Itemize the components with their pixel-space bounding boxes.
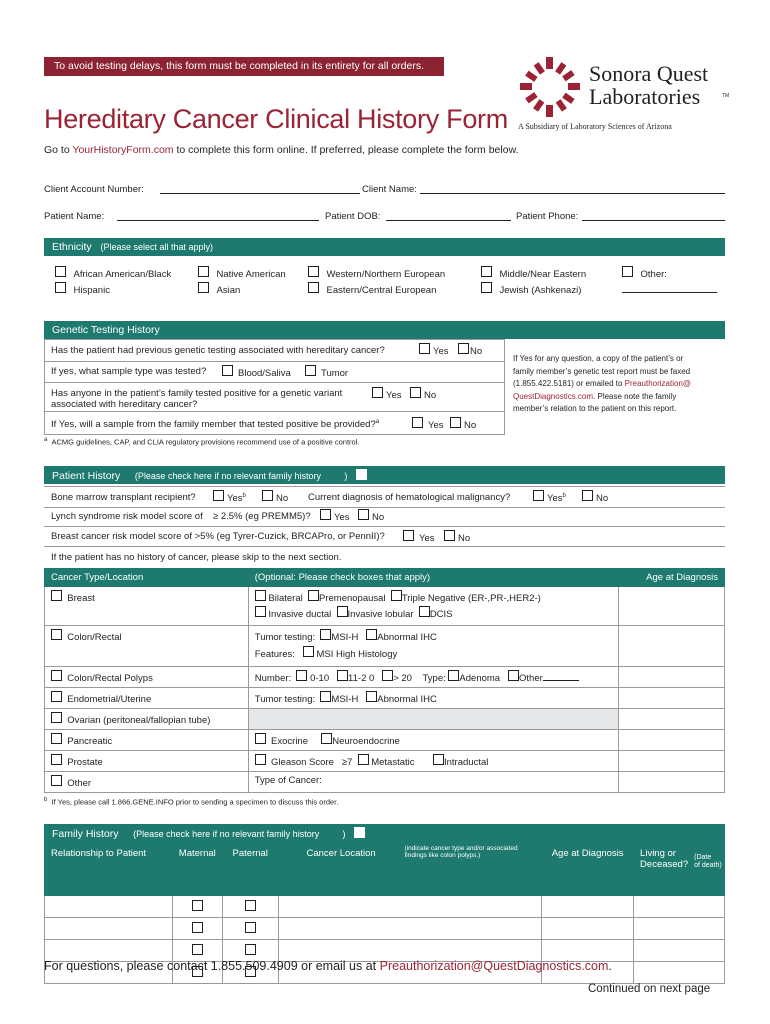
- order-banner: To avoid testing delays, this form must be completed in its entirety for all orders.: [44, 57, 444, 76]
- cancer-row-colon[interactable]: Colon/Rectal: [45, 626, 249, 667]
- pancreatic-options: Exocrine Neuroendocrine: [248, 730, 618, 751]
- genetic-q4: If Yes, will a sample from the family member that tested positive be provided?$^a$: [51, 419, 380, 431]
- cancer-row-polyps[interactable]: Colon/Rectal Polyps: [45, 667, 249, 688]
- lynch-no[interactable]: No: [358, 509, 384, 523]
- col-maternal: Maternal: [172, 844, 222, 876]
- logo-name: Sonora Quest Laboratories: [589, 61, 709, 109]
- other-options[interactable]: Type of Cancer:: [248, 772, 618, 793]
- sonora-quest-logo-icon: [518, 55, 582, 119]
- bmt-question: Bone marrow transplant recipient?: [51, 492, 196, 503]
- genetic-footnote: $^a$ ACMG guidelines, CAP, and CLIA regulatory provisions recommend use of a positive control.: [44, 437, 360, 447]
- client-account-label: Client Account Number:: [44, 184, 144, 195]
- breast-options: Bilateral Premenopausal Triple Negative (ER-,PR-,HER2-) Invasive ductal Invasive lobular DCIS: [248, 587, 618, 626]
- cancer-row-pancreatic[interactable]: Pancreatic: [45, 730, 249, 751]
- patient-phone-field[interactable]: [582, 220, 725, 221]
- col-age-diagnosis: Age at Diagnosis: [542, 844, 634, 876]
- genetic-q3-no[interactable]: No: [410, 387, 436, 401]
- patient-dob-label: Patient DOB:: [325, 211, 381, 222]
- genetic-q1-no[interactable]: No: [458, 343, 482, 357]
- genetic-q2: If yes, what sample type was tested?: [51, 366, 207, 377]
- col-date-note: (Date of death): [694, 854, 722, 869]
- col-cancer-location: Cancer Location: [278, 844, 404, 876]
- continued-note: Continued on next page: [588, 983, 711, 995]
- patient-phone-label: Patient Phone:: [516, 211, 579, 222]
- col-age: Age at Diagnosis: [619, 569, 725, 587]
- divider: [44, 546, 725, 547]
- breast-risk-no[interactable]: No: [444, 530, 470, 544]
- divider: [44, 486, 725, 487]
- colon-options: Tumor testing: MSI-H Abnormal IHC Features: MSI High Histology: [248, 626, 618, 667]
- ethnicity-option[interactable]: Western/Northern European: [308, 266, 445, 280]
- genetic-q4-no[interactable]: No: [450, 417, 476, 431]
- preauth-email-link[interactable]: Preauthorization@QuestDiagnostics.com: [379, 959, 609, 973]
- ethnicity-option[interactable]: Middle/Near Eastern: [481, 266, 586, 280]
- heme-yes[interactable]: Yes$^b$: [533, 490, 566, 504]
- cancer-table: [44, 568, 725, 793]
- heme-question: Current diagnosis of hematological malignancy?: [308, 492, 511, 503]
- intro-text: Go to YourHistoryForm.com to complete this form online. If preferred, please complete the form below.: [44, 144, 519, 156]
- age-polyps[interactable]: [619, 667, 725, 688]
- col-relationship: Relationship to Patient: [45, 844, 173, 876]
- prostate-options: Gleason Score ≥7 Metastatic Intraductal: [248, 751, 618, 772]
- history-form-link[interactable]: YourHistoryForm.com: [72, 144, 174, 156]
- age-colon[interactable]: [619, 626, 725, 667]
- bmt-no[interactable]: No: [262, 490, 288, 504]
- col-optional: (Optional: Please check boxes that apply): [248, 569, 618, 587]
- genetic-q1: Has the patient had previous genetic testing associated with hereditary cancer?: [51, 345, 385, 356]
- ovarian-options: [248, 709, 618, 730]
- sample-tumor-checkbox[interactable]: Tumor: [305, 365, 348, 379]
- cancer-row-other[interactable]: Other: [45, 772, 249, 793]
- cancer-row-breast[interactable]: Breast: [45, 587, 249, 626]
- no-history-note: If the patient has no history of cancer, please skip to the next section.: [51, 552, 342, 563]
- divider: [44, 526, 725, 527]
- cancer-row-ovarian[interactable]: Ovarian (peritoneal/fallopian tube): [45, 709, 249, 730]
- logo-subsidiary: A Subsidiary of Laboratory Sciences of Arizona: [518, 122, 672, 131]
- age-other[interactable]: [619, 772, 725, 793]
- age-endometrial[interactable]: [619, 688, 725, 709]
- no-patient-history-checkbox[interactable]: [356, 469, 367, 480]
- no-family-history-checkbox[interactable]: [354, 827, 365, 838]
- col-living: Living or Deceased?(Date of death): [634, 844, 725, 876]
- cancer-footnote: $^b$ If Yes, please call 1.866.GENE.INFO prior to sending a specimen to discuss this order.: [44, 797, 339, 807]
- heme-no[interactable]: No: [582, 490, 608, 504]
- genetic-q1-yes[interactable]: Yes: [419, 343, 449, 357]
- client-account-field[interactable]: [160, 193, 360, 194]
- breast-risk-question: Breast cancer risk model score of >5% (eg Tyrer-Cuzick, BRCAPro, or PennII)?: [51, 531, 385, 542]
- polyps-options: Number: 0-10 11-2 0 > 20 Type: Adenoma Other: [248, 667, 618, 688]
- client-name-label: Client Name:: [362, 184, 417, 195]
- ethnicity-header: Ethnicity (Please select all that apply): [44, 238, 725, 256]
- genetic-q4-yes[interactable]: Yes: [412, 417, 444, 431]
- bmt-yes[interactable]: Yes$^b$: [213, 490, 246, 504]
- genetic-q3-yes[interactable]: Yes: [372, 387, 402, 401]
- cancer-row-prostate[interactable]: Prostate: [45, 751, 249, 772]
- cancer-row-endometrial[interactable]: Endometrial/Uterine: [45, 688, 249, 709]
- family-row: [45, 896, 725, 918]
- ethnicity-option[interactable]: Native American: [198, 266, 286, 280]
- ethnicity-option[interactable]: Eastern/Central European: [308, 282, 436, 296]
- ethnicity-option[interactable]: Asian: [198, 282, 240, 296]
- col-cancer-type: Cancer Type/Location: [45, 569, 249, 587]
- sample-blood-checkbox[interactable]: Blood/Saliva: [222, 365, 291, 379]
- genetic-history-header: Genetic Testing History: [44, 321, 725, 339]
- lynch-question: Lynch syndrome risk model score of: [51, 511, 203, 522]
- patient-dob-field[interactable]: [386, 220, 511, 221]
- ethnicity-option[interactable]: Jewish (Ashkenazi): [481, 282, 581, 296]
- breast-risk-yes[interactable]: Yes: [403, 530, 435, 544]
- divider: [44, 507, 725, 508]
- questions-contact: For questions, please contact 1.855.509.4909 or email us at Preauthorization@QuestDiagnostics.com.: [44, 959, 612, 973]
- ethnicity-option[interactable]: Hispanic: [55, 282, 110, 296]
- lynch-yes[interactable]: Yes: [320, 509, 350, 523]
- ethnicity-option-other[interactable]: Other:: [622, 266, 667, 280]
- family-history-header: Family History (Please check here if no relevant family history ): [44, 824, 725, 844]
- genetic-side-note: If Yes for any question, a copy of the patient’s or family member’s genetic test report must be faxed (1.855.422.5181) or emailed to Preauthorization@ QuestDiagnostics.com. Please note the family member’s relation to the patient on this report.: [513, 354, 692, 413]
- patient-history-header: Patient History (Please check here if no relevant family history ): [44, 466, 725, 484]
- logo-tm: TM: [722, 93, 730, 99]
- ethnicity-option[interactable]: African American/Black: [55, 266, 171, 280]
- genetic-q3: Has anyone in the patient’s family tested positive for a genetic variant associated with hereditary cancer?: [51, 388, 343, 410]
- lynch-threshold: ≥ 2.5% (eg PREMM5)?: [213, 511, 311, 522]
- page-title: Hereditary Cancer Clinical History Form: [44, 104, 508, 134]
- col-cancer-note: (indicate cancer type and/or associated findings like colon polyps.): [404, 844, 542, 876]
- age-ovarian[interactable]: [619, 709, 725, 730]
- ethnicity-other-field[interactable]: [622, 292, 717, 293]
- age-breast[interactable]: [619, 587, 725, 626]
- patient-name-label: Patient Name:: [44, 211, 105, 222]
- age-pancreatic[interactable]: [619, 730, 725, 751]
- age-prostate[interactable]: [619, 751, 725, 772]
- patient-name-field[interactable]: [117, 220, 319, 221]
- client-name-field[interactable]: [420, 193, 725, 194]
- col-paternal: Paternal: [222, 844, 278, 876]
- family-row: [45, 918, 725, 940]
- endometrial-options: Tumor testing: MSI-H Abnormal IHC: [248, 688, 618, 709]
